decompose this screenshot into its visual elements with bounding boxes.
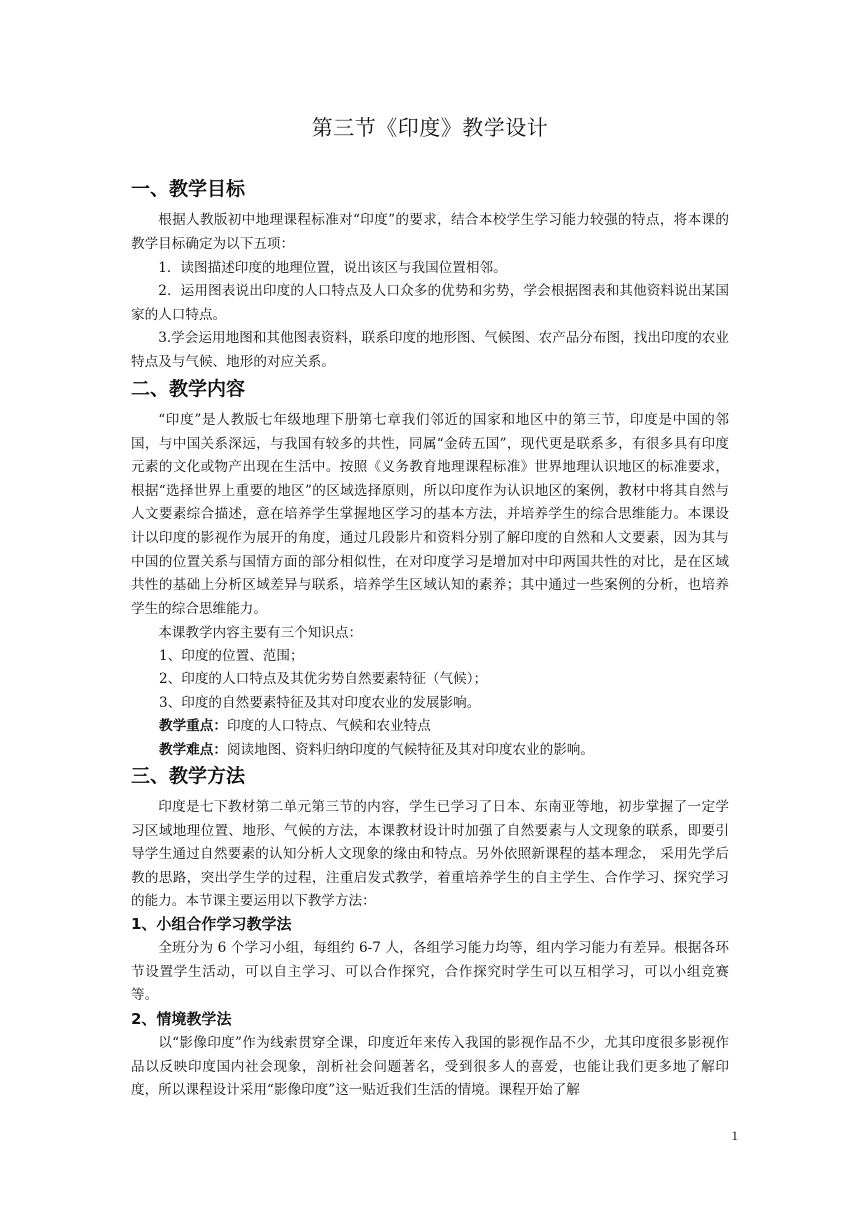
subheading-situational-teaching: 2、情境教学法 bbox=[131, 1010, 232, 1028]
content-paragraph-2: 本课教学内容主要有三个知识点： bbox=[158, 625, 363, 641]
knowledge-point-3: 3、印度的自然要素特征及其对印度农业的发展影响。 bbox=[159, 695, 481, 711]
key-point-label: 教学重点： bbox=[159, 718, 227, 734]
section-heading-teaching-methods: 三、教学方法 bbox=[131, 765, 246, 787]
difficult-point-line bbox=[131, 739, 757, 763]
page-number: 1 bbox=[731, 1128, 738, 1143]
situational-teaching-paragraph: 以“影像印度”作为线索贯穿全课，印度近年来传入我国的影视作品不少，尤其印度很多影视作品以反映印度国内社会现象，剖析社会问题著名，受到很多人的喜爱，也能让我们更多地了解印度，所以课程设计采用“影像印度”这一贴近我们生活的情境。课程开始了解 bbox=[131, 1035, 729, 1099]
difficult-point-text: 阅读地图、资料归纳印度的气候特征及其对印度农业的影响。 bbox=[226, 742, 594, 758]
knowledge-point-2: 2、印度的人口特点及其优劣势自然要素特征（气候）； bbox=[159, 671, 488, 687]
goal-item-2: 2．运用图表说出印度的人口特点及人口众多的优势和劣势，学会根据图表和其他资料说出某国家的人口特点。 bbox=[131, 283, 729, 323]
content-paragraph-1: “印度”是人教版七年级地理下册第七章我们邻近的国家和地区中的第三节，印度是中国的邻国，与中国关系深远，与我国有较多的共性，同属“金砖五国”，现代更是联系多，有很多具有印度元素的文化或物产出现在生活中。按照《义务教育地理课程标准》世界地理认识地区的标准要求，根据“选择世界上重要的地区”的区域选择原则，所以印度作为认识地区的案例，教材中将其自然与人文要素综合描述，意在培养学生掌握地区学习的基本方法，并培养学生的综合思维能力。本课设计以印度的影视作为展开的角度，通过几段影片和资料分别了解印度的自然和人文要素，因为其与中国的位置关系与国情方面的部分相似性，在对印度学习是增加对中印两国共性的对比，是在区域共性的基础上分析区域差异与联系，培养学生区域认知的素养；其中通过一些案例的分析，也培养学生的综合思维能力。 bbox=[131, 412, 729, 617]
key-point-line bbox=[131, 715, 757, 739]
document-title: 第三节《印度》教学设计 bbox=[311, 116, 549, 140]
goal-item-1: 1．读图描述印度的地理位置，说出该区与我国位置相邻。 bbox=[158, 260, 507, 276]
methods-paragraph: 印度是七下教材第二单元第三节的内容，学生已学习了日本、东南亚等地，初步掌握了一定学习区域地理位置、地形、气候的方法，本课教材设计时加强了自然要素与人文现象的联系，即要引导学生通过自然要素的认知分析人文现象的缘由和特点。另外依照新课程的基本理念， 采用先学后教的思路，突出学生学的过程，注重启发式教学，着重培养学生的自主学生、合作学习、探究学习的能力。本节课主要运用以下教学方法： bbox=[131, 799, 729, 910]
section-heading-teaching-content: 二、教学内容 bbox=[131, 378, 246, 400]
subheading-group-cooperation: 1、小组合作学习教学法 bbox=[131, 915, 292, 933]
goals-intro-paragraph: 根据人教版初中地理课程标准对“印度”的要求，结合本校学生学习能力较强的特点，将本课的教学目标确定为以下五项： bbox=[131, 212, 729, 252]
knowledge-point-1: 1、印度的位置、范围； bbox=[159, 648, 304, 664]
key-point-text: 印度的人口特点、气候和农业特点 bbox=[226, 718, 431, 734]
difficult-point-label: 教学难点： bbox=[159, 742, 227, 758]
goal-item-3: 3.学会运用地图和其他图表资料，联系印度的地形图、气候图、农产品分布图，找出印度的农业特点及与气候、地形的对应关系。 bbox=[131, 330, 729, 370]
section-heading-teaching-goals: 一、教学目标 bbox=[131, 178, 246, 200]
group-cooperation-paragraph: 全班分为 6 个学习小组，每组约 6-7 人，各组学习能力均等，组内学习能力有差异。根据各环节设置学生活动，可以自主学习、可以合作探究，合作探究时学生可以互相学习，可以小组竞赛等。 bbox=[131, 940, 729, 1004]
